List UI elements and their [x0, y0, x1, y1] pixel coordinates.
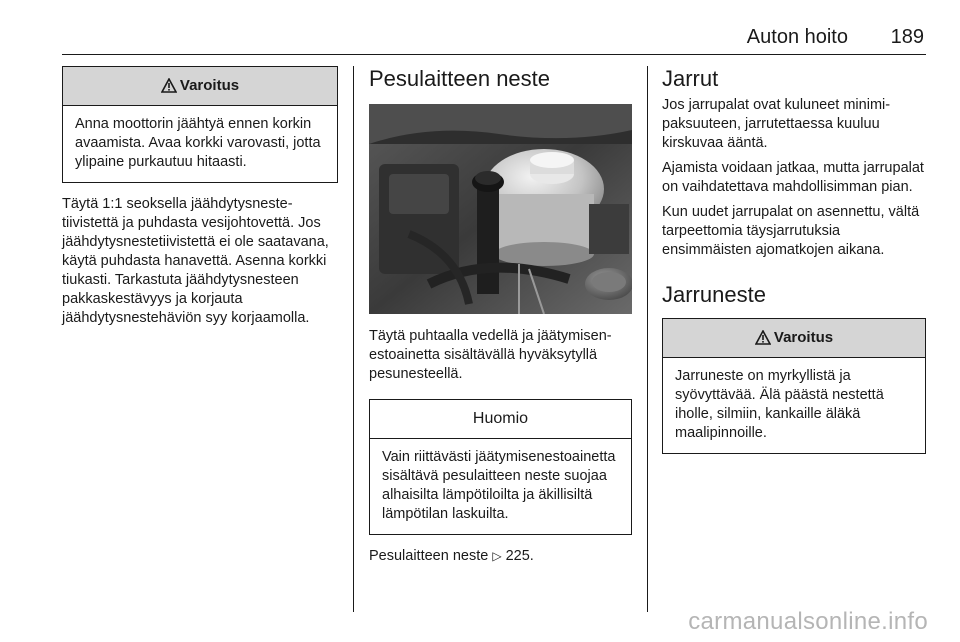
- brakes-paragraph-1: Jos jarrupalat ovat kuluneet minimipaksuuteen, jarrutettaessa kuuluu kirskuvaa ääntä.: [662, 97, 891, 151]
- washer-fluid-heading: Pesulaitteen neste: [369, 66, 551, 91]
- page-header: [62, 24, 926, 55]
- note-text: Vain riittävästi jäätymisenestoainetta sisältävä pesulaitteen neste suojaa alhaisilta lämpötiloilta ja äkillisiltä lämpötilan laskuilta.: [382, 449, 616, 522]
- warning-triangle-icon: [161, 70, 177, 108]
- column-divider: [647, 66, 648, 612]
- warning-title: Varoitus: [773, 329, 834, 346]
- warning-box: [662, 318, 926, 454]
- washer-paragraph: Täytä puhtaalla vedellä ja jäätymisenestoainetta sisältävällä hyväksytyllä pesunesteellä.: [369, 328, 612, 382]
- column-3: [662, 66, 926, 454]
- brake-fluid-heading: Jarruneste: [662, 282, 766, 307]
- column-2: [369, 66, 632, 566]
- chapter-title: Auton hoito: [746, 26, 848, 48]
- warning-header: [663, 319, 925, 358]
- brakes-paragraph-3: Kun uudet jarrupalat on asennettu, vältä tarpeettomia täysjarrutuksia ensimmäisten ajomatkojen aikana.: [662, 204, 920, 258]
- note-box: [369, 399, 632, 535]
- watermark: carmanualsonline.info: [688, 608, 928, 635]
- reference-arrow-icon: ▷: [492, 549, 502, 563]
- page-number: 189: [890, 26, 924, 48]
- brakes-heading: Jarrut: [662, 66, 719, 91]
- engine-bay-photo: [369, 104, 632, 314]
- column-1: [62, 66, 338, 328]
- warning-text: Jarruneste on myrkyllistä ja syövyttävää. Älä päästä nestettä iholle, silmiin, kankaille äläkä maalipinnoille.: [675, 368, 884, 441]
- warning-box: [62, 66, 338, 183]
- note-header: Huomio: [370, 400, 631, 439]
- warning-text: Anna moottorin jäähtyä ennen korkin avaamista. Avaa korkki varovasti, jotta ylipaine purkautuu hitaasti.: [75, 116, 321, 170]
- column-divider: [353, 66, 354, 612]
- warning-triangle-icon: [755, 322, 771, 360]
- brakes-paragraph-2: Ajamista voidaan jatkaa, mutta jarrupalat on vaihdatettava mahdollisimman pian.: [662, 160, 924, 195]
- warning-header: [63, 67, 337, 106]
- reference-line: [369, 547, 632, 566]
- reference-page[interactable]: 225.: [505, 548, 534, 564]
- coolant-paragraph: Täytä 1:1 seoksella jäähdytysnestetiivistettä ja puhdasta vesijohtovettä. Jos jäähdytysnestetiivistettä ei ole saatavana, käytä puhdasta hanavettä. Asenna korkki tiukasti. Tarkastuta jäähdytysnesteen pakkaskestävyys ja korjauta jäähdytysnestehäviön syy korjaamolla.: [62, 196, 329, 326]
- reference-text: Pesulaitteen neste: [369, 548, 489, 564]
- warning-title: Varoitus: [179, 77, 240, 94]
